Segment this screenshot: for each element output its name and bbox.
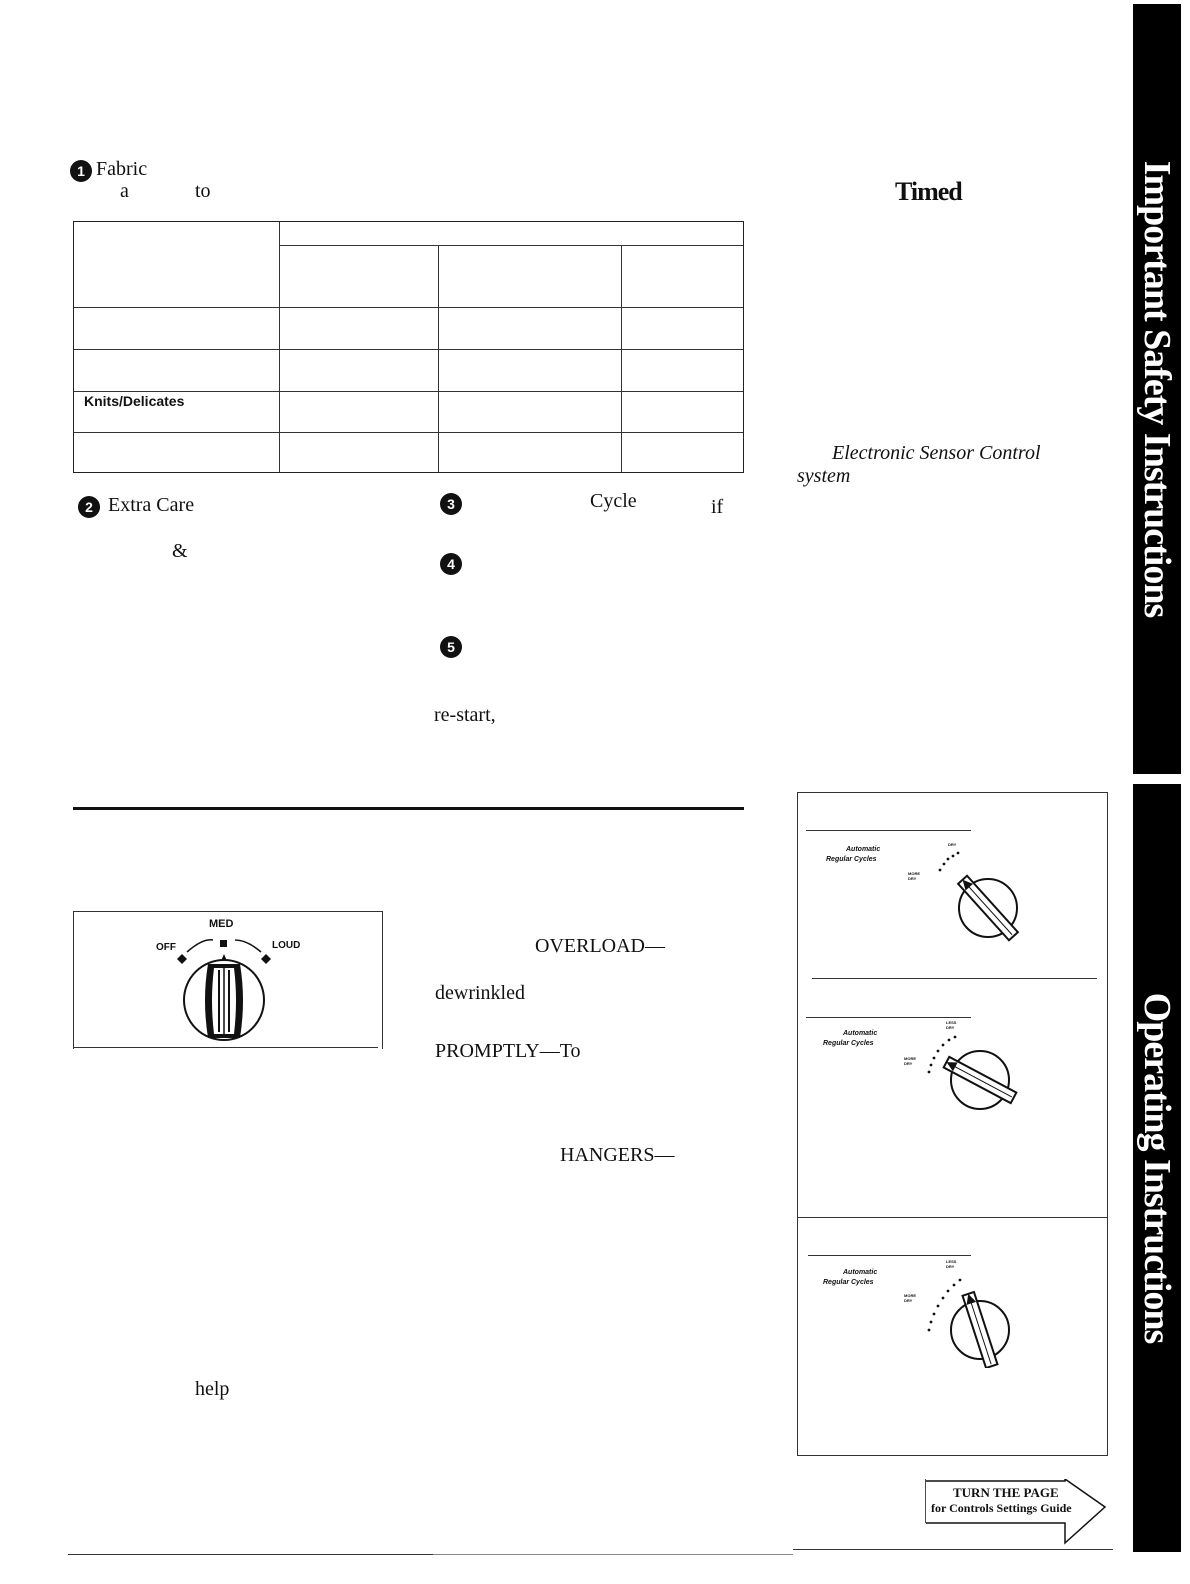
step-5-marker: 5	[440, 636, 462, 658]
esc-line1: Electronic Sensor Control	[832, 442, 1041, 464]
dial-2-caption-2: Regular Cycles	[823, 1040, 874, 1047]
tab-operating[interactable]	[1133, 784, 1181, 1552]
tab-operating-label: Operating Instructions	[1136, 992, 1178, 1344]
tab-important-safety-label: Important Safety Instructions	[1136, 160, 1178, 618]
dial-2-side-mark-1: MORE	[904, 1056, 916, 1061]
table-col-rule	[279, 222, 280, 472]
dial-3-rule	[808, 1255, 971, 1256]
dial-2-rule	[806, 1017, 971, 1018]
dial-2-caption-1: Automatic	[843, 1030, 878, 1037]
dial-3-caption-2: Regular Cycles	[823, 1279, 874, 1286]
cycle-word: Cycle	[590, 490, 637, 512]
bottom-rule-mid	[433, 1554, 793, 1555]
step-3-marker: 3	[440, 493, 462, 515]
table-col-rule	[621, 245, 622, 472]
knob-loud-label: LOUD	[272, 940, 301, 951]
dial-2-side-mark-2: DRY	[904, 1061, 913, 1066]
sound-selector-knob[interactable]	[169, 934, 279, 1046]
step-2-marker: 2	[78, 496, 100, 518]
timed-heading: Timed	[895, 177, 962, 206]
knob-off-label: OFF	[156, 942, 176, 953]
turn-page-line1: TURN THE PAGE	[953, 1485, 1059, 1500]
tip-promptly: PROMPTLY—To	[435, 1040, 581, 1062]
bottom-rule-left	[68, 1554, 433, 1555]
dial-panel-separator	[812, 978, 1097, 979]
if-word: if	[711, 496, 724, 518]
dial-1-side-mark-2: DRY	[908, 876, 917, 881]
section-divider	[73, 807, 744, 810]
dial-1-top-mark: DRY	[948, 842, 957, 847]
help-word: help	[195, 1378, 230, 1400]
dial-3-knob[interactable]	[920, 1270, 1020, 1368]
tip-dewrinkled: dewrinkled	[435, 982, 525, 1004]
table-row-rule	[74, 307, 743, 308]
dial-3-top-mark-1: LESS	[946, 1259, 957, 1264]
table-col-rule	[438, 245, 439, 472]
sound-knob-panel	[73, 911, 383, 1049]
table-header-rule	[279, 245, 743, 246]
step-4-marker: 4	[440, 553, 462, 575]
dial-3-side-mark-1: MORE	[904, 1293, 916, 1298]
dial-1-caption-1: Automatic	[846, 846, 881, 853]
dial-1-rule	[806, 830, 971, 831]
tip-overload: OVERLOAD—	[535, 935, 665, 957]
dial-3-side-mark-2: DRY	[904, 1298, 913, 1303]
fabric-table	[73, 221, 744, 473]
tip-hangers: HANGERS—	[560, 1144, 675, 1166]
dial-1-side-mark-1: MORE	[908, 871, 920, 876]
step-1-marker: 1	[70, 160, 92, 182]
table-row-rule	[74, 432, 743, 433]
extra-care-label: Extra Care	[108, 494, 195, 516]
table-row-rule	[74, 391, 743, 392]
tab-important-safety[interactable]	[1133, 4, 1181, 774]
knob-panel-baseline	[73, 1047, 378, 1048]
table-row-rule	[74, 349, 743, 350]
dial-1-caption-2: Regular Cycles	[826, 856, 877, 863]
fabric-label: Fabric	[96, 158, 148, 180]
esc-line2: system	[797, 465, 851, 487]
dial-3-caption-1: Automatic	[843, 1269, 878, 1276]
ampersand: &	[172, 540, 188, 562]
dial-2-top-mark-2: DRY	[946, 1025, 955, 1030]
restart-text: re-start,	[434, 704, 496, 726]
dial-2-top-mark-1: LESS	[946, 1020, 957, 1025]
turn-page-line2: for Controls Settings Guide	[931, 1501, 1072, 1515]
dial-3-top-mark-2: DRY	[946, 1264, 955, 1269]
fabric-line2-a: a	[120, 180, 129, 202]
table-row-label-knits: Knits/Delicates	[84, 393, 185, 409]
dial-2-knob[interactable]	[925, 1030, 1020, 1116]
dial-1-knob[interactable]	[930, 848, 1022, 942]
fabric-line2-b: to	[195, 180, 211, 202]
knob-med-label: MED	[209, 918, 234, 930]
bottom-rule-right	[793, 1549, 1113, 1550]
